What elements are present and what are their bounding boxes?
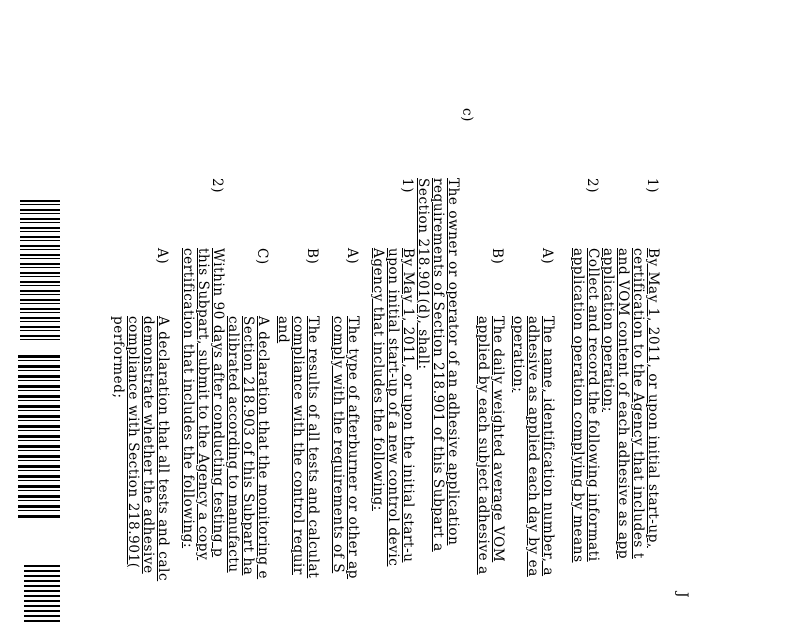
item-letter: A) [344,248,360,265]
text-line: compliance with the control requir [290,316,306,575]
item-number: 1) [644,178,660,194]
scan-noise-block [24,565,60,625]
text-line: certification to the Agency that includes t [630,248,646,559]
text-line: and VOM content of each adhesive as app [615,248,631,560]
text-line: Collect and record the following informati [585,248,601,562]
text-line: application operation; [600,248,616,413]
text-line: The owner or operator of an adhesive application [445,178,461,546]
text-line: demonstrate whether the adhesive [140,316,156,574]
text-line: certification that includes the following: [180,248,196,549]
text-line: A declaration that the monitoring e [255,316,271,580]
item-letter: B) [304,248,320,265]
text-line: By May 1, 2011, or upon initial start-up, [645,248,661,548]
section-label: c) [459,108,475,123]
item-number: 2) [209,178,225,194]
text-line: performed; [110,316,126,399]
text-line: upon initial start-up of a new control devic [385,248,401,567]
text-line: By May 1, 2011, or upon the initial start-u [400,248,416,563]
text-line: Section 218.901(d), shall: [415,178,431,370]
text-line: requirements of Section 218.901 of this Subpart a [430,178,446,552]
item-letter: A) [539,248,555,265]
item-letter: A) [154,248,170,265]
text-line: A declaration that all tests and calc [155,316,171,582]
text-line: Agency that includes the following: [370,248,386,511]
item-number: 1) [399,178,415,194]
text-line: The daily weighted average VOM [490,316,506,563]
item-letter: B) [489,248,505,265]
text-line: comply with the requirements of S [330,316,346,574]
text-line: Section 218.903 of this Subpart ha [240,316,256,576]
text-line: application operation complying by means [570,248,586,563]
text-line: applied by each subject adhesive a [475,316,491,575]
text-line: this Subpart, submit to the Agency a copy [195,248,211,561]
text-line: and [275,316,291,344]
text-line: The results of all tests and calculat [305,316,321,579]
text-line: The name, identification number, a [540,316,556,577]
page-marker: J [674,592,690,598]
scan-noise-block [20,200,60,340]
text-line: The type of afterburner or other ap [345,316,361,580]
text-line: Within 90 days after conducting testing p [210,248,226,558]
item-number: 2) [584,178,600,194]
text-line: adhesive as applied each day by ea [525,316,541,577]
text-line: calibrated according to manufactu [225,316,241,573]
text-line: compliance with Section 218.901( [125,316,141,569]
scan-noise-block [18,355,60,520]
item-letter: C) [254,248,270,265]
text-line: operation; [510,316,526,393]
